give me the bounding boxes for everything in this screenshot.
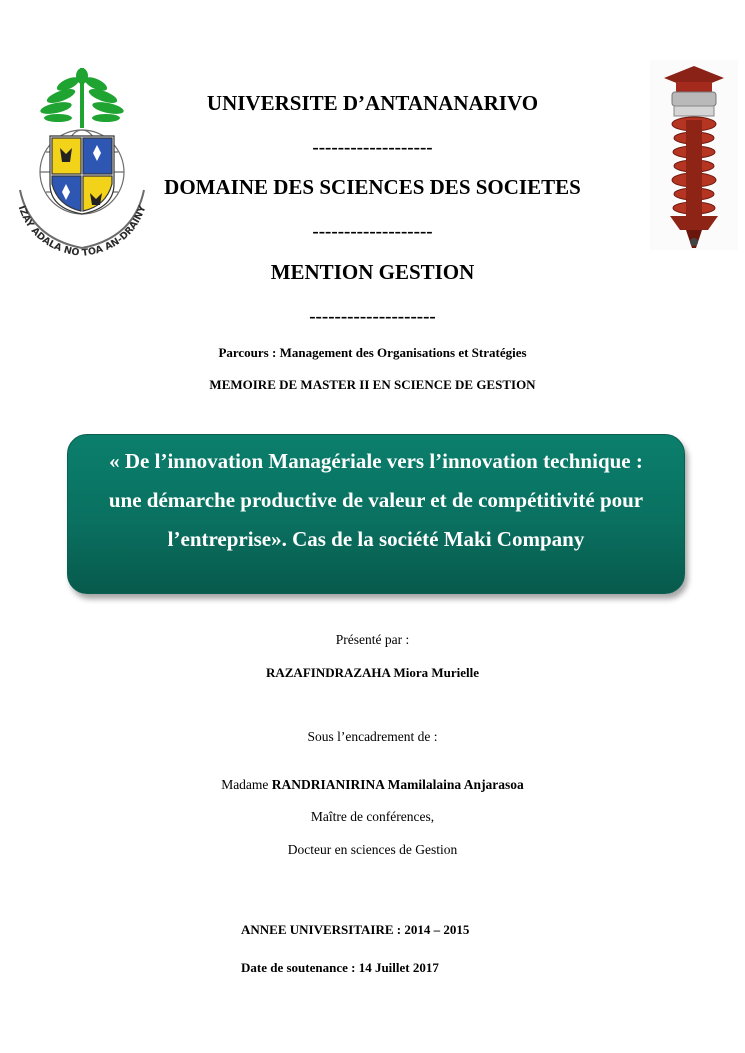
supervisor-degree: Docteur en sciences de Gestion xyxy=(287,842,458,857)
academic-year: ANNEE UNIVERSITAIRE : 2014 – 2015 xyxy=(241,922,470,937)
header-separator: ------------------- xyxy=(312,137,433,158)
supervisor-name: RANDRIANIRINA Mamilalaina Anjarasoa xyxy=(271,777,524,792)
supervision-label: Sous l’encadrement de : xyxy=(307,729,438,744)
supervisor-role: Maître de conférences, xyxy=(310,809,435,824)
university-name: UNIVERSITE D’ANTANANARIVO xyxy=(206,91,539,115)
supervisor-prefix: Madame xyxy=(221,777,269,792)
domain-name: DOMAINE DES SCIENCES DES SOCIETES xyxy=(164,175,581,199)
thesis-title-line: l’entreprise». Cas de la société Maki Company xyxy=(167,527,585,551)
header-separator: ------------------- xyxy=(312,221,433,242)
parcours-line: Parcours : Management des Organisations et Stratégies xyxy=(218,345,527,360)
supervisor-line xyxy=(0,777,745,793)
mention-name: MENTION GESTION xyxy=(270,260,475,284)
presented-by-label: Présenté par : xyxy=(335,632,410,647)
memoire-line: MEMOIRE DE MASTER II EN SCIENCE DE GESTION xyxy=(209,377,536,392)
thesis-title-box xyxy=(67,434,685,594)
author-name: RAZAFINDRAZAHA Miora Murielle xyxy=(265,665,480,680)
motto-text: IZAY ADALA NO TOA AN-DRAINY xyxy=(15,204,149,256)
thesis-title-line: « De l’innovation Managériale vers l’innovation technique : xyxy=(109,449,643,473)
header-separator: -------------------- xyxy=(309,306,436,327)
defense-date: Date de soutenance : 14 Juillet 2017 xyxy=(241,960,439,975)
thesis-title-line: une démarche productive de valeur et de compétitivité pour xyxy=(108,488,644,512)
